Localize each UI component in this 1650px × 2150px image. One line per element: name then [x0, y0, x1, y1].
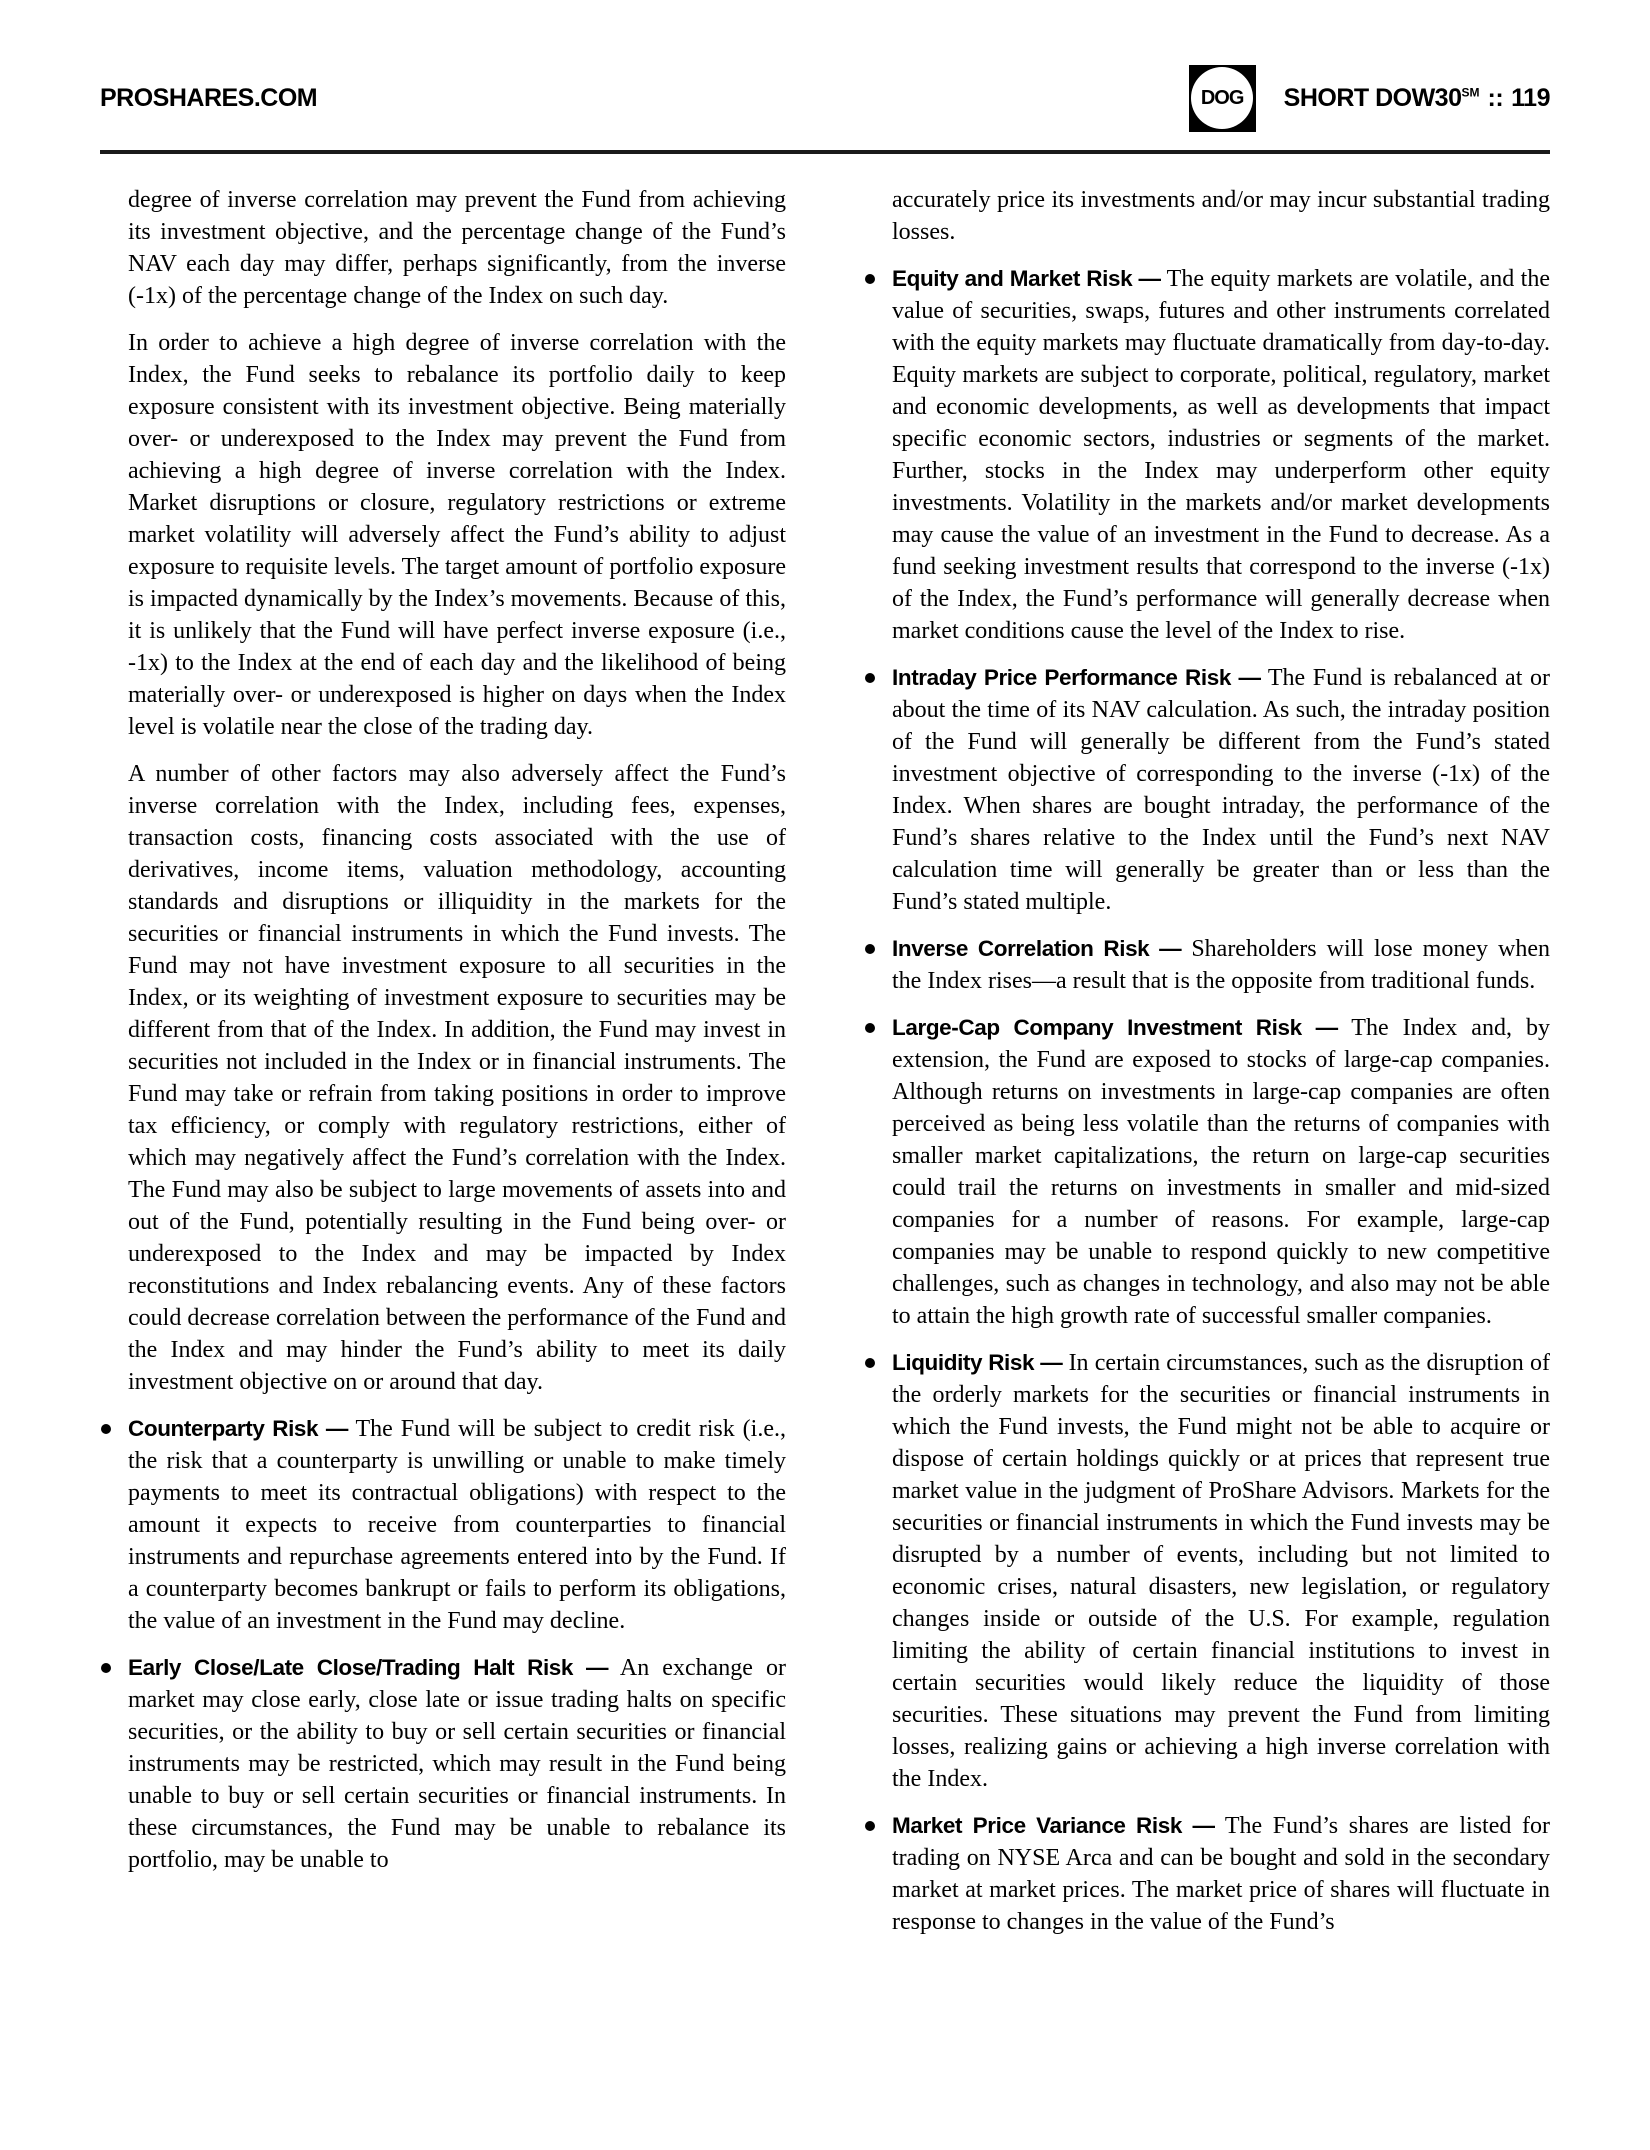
ticker-badge — [1189, 65, 1256, 132]
body-paragraph: accurately price its investments and/or may incur substantial trading losses. — [892, 187, 1550, 245]
body-paragraph: In order to achieve a high degree of inverse correlation with the Index, the Fund seeks to rebalance its portfolio daily to keep exposure consistent with its investment objective. Being materially over- or underexposed to the Index may prevent the Fund from achieving a high degree of inverse correlation with the Index. Market disruptions or closure, regulatory restrictions or extreme market volatility will adversely affect the Fund’s ability to adjust exposure to requisite levels. The target amount of portfolio exposure is impacted dynamically by the Index’s movements. Because of this, it is unlikely that the Fund will have perfect inverse exposure (i.e., -1x) to the Index at the end of each day and the likelihood of being materially over- or underexposed is higher on days when the Index level is volatile near the close of the trading day. — [128, 330, 786, 740]
risk-bullet-large-cap — [892, 1012, 1550, 1332]
risk-bullet-intraday-price — [892, 662, 1550, 918]
risk-text: The Index and, by extension, the Fund are exposed to stocks of large-cap companies. Although returns on investments in large-cap companies are often perceived as being less volatile than the returns of companies with smaller market capitalizations, the return on large-cap securities could trail the returns on investments in smaller and mid-sized companies for a number of reasons. For example, large-cap companies may be unable to respond quickly to new competitive challenges, such as changes in technology, and also may not be able to attain the high growth rate of successful smaller companies. — [892, 1015, 1550, 1329]
risk-bullet-body — [128, 1413, 786, 1637]
right-column — [864, 184, 1550, 1953]
risk-term: Large-Cap Company Investment Risk — — [892, 1015, 1338, 1040]
left-column — [100, 184, 786, 1953]
fund-name: SHORT DOW30 — [1283, 83, 1462, 112]
risk-bullet-body — [892, 1347, 1550, 1795]
risk-bullet-body — [892, 933, 1550, 997]
risk-text: The Fund’s shares are listed for trading on NYSE Arca and can be bought and sold in the secondary market at market prices. The market price of shares will fluctuate in response to changes in the value of the Fund’s — [892, 1813, 1550, 1935]
risk-term: Equity and Market Risk — — [892, 266, 1161, 291]
bullet-icon — [865, 1821, 875, 1831]
risk-bullet-body — [892, 662, 1550, 918]
risk-bullet-market-price-variance — [892, 1810, 1550, 1938]
ticker-circle — [1191, 67, 1253, 129]
bullet-icon — [101, 1663, 111, 1673]
risk-bullet-counterparty — [128, 1413, 786, 1637]
bullet-icon — [865, 1358, 875, 1368]
risk-term: Market Price Variance Risk — — [892, 1813, 1215, 1838]
risk-text: An exchange or market may close early, close late or issue trading halts on specific securities, or the ability to buy or sell certain securities or financial instruments may be restricted, which may result in the Fund being unable to buy or sell certain securities or financial instruments. In these circumstances, the Fund may be unable to rebalance its portfolio, may be unable to — [128, 1655, 787, 1873]
ticker-label: DOG — [1200, 86, 1244, 109]
site-url: PROSHARES.COM — [100, 83, 318, 112]
risk-bullet-liquidity — [892, 1347, 1550, 1795]
risk-bullet-early-close — [128, 1652, 786, 1876]
page-number: 119 — [1511, 83, 1550, 112]
risk-bullet-equity-market — [892, 263, 1550, 647]
bullet-icon — [865, 944, 875, 954]
risk-bullet-body — [892, 1012, 1550, 1332]
bullet-icon — [865, 1023, 875, 1033]
fund-name-servicemark: SM — [1461, 85, 1480, 100]
body-paragraph: degree of inverse correlation may prevent the Fund from achieving its investment objective, and the percentage change of the Fund’s NAV each day may differ, perhaps significantly, from the inverse (-1x) of the percentage change of the Index on such day. — [128, 187, 786, 309]
risk-bullet-body — [892, 263, 1550, 647]
risk-text: The Fund is rebalanced at or about the time of its NAV calculation. As such, the intraday position of the Fund will generally be different from the Fund’s stated investment objective of corresponding to the inverse (-1x) of the Index. When shares are bought intraday, the performance of the Fund’s shares relative to the Index until the Fund’s next NAV calculation time will generally be greater than or less than the Fund’s stated multiple. — [892, 665, 1551, 915]
risk-text: In certain circumstances, such as the disruption of the orderly markets for the securities or financial instruments in which the Fund invests, the Fund might not be able to acquire or dispose of certain holdings quickly or at prices that represent true market value in the judgment of ProShare Advisors. Markets for the securities or financial instruments in which the Fund invests may be disrupted by a number of events, including but not limited to economic crises, natural disasters, new legislation, or regulatory changes inside or outside of the U.S. For example, regulation limiting the ability of certain financial institutions to invest in certain securities would likely reduce the liquidity of those securities. These situations may prevent the Fund from limiting losses, realizing gains or achieving a high inverse correlation with the Index. — [892, 1350, 1550, 1792]
risk-term: Counterparty Risk — — [128, 1416, 349, 1441]
risk-term: Liquidity Risk — — [892, 1350, 1063, 1375]
risk-bullet-body — [892, 1810, 1550, 1938]
risk-bullet-body — [128, 1652, 786, 1876]
header-right-group — [1189, 65, 1550, 132]
risk-term: Intraday Price Performance Risk — — [892, 665, 1261, 690]
risk-text: Shareholders will lose money when the Index rises—a result that is the opposite from traditional funds. — [892, 936, 1551, 994]
risk-term: Inverse Correlation Risk — — [892, 936, 1182, 961]
risk-bullet-inverse-correlation — [892, 933, 1550, 997]
page-header — [0, 0, 1650, 138]
body-paragraph: A number of other factors may also adversely affect the Fund’s inverse correlation with the Index, including fees, expenses, transaction costs, financing costs associated with the use of derivatives, income items, valuation methodology, accounting standards and disruptions or illiquidity in the markets for the securities or financial instruments in which the Fund invests. The Fund may not have investment exposure to all securities in the Index, or its weighting of investment exposure to securities may be different from that of the Index. In addition, the Fund may invest in securities not included in the Index or in financial instruments. The Fund may take or refrain from taking positions in order to improve tax efficiency, or comply with regulatory restrictions, either of which may negatively affect the Fund’s correlation with the Index. The Fund may also be subject to large movements of assets into and out of the Fund, potentially resulting in the Fund being over- or underexposed to the Index and may be impacted by Index reconstitutions and Index rebalancing events. Any of these factors could decrease correlation between the performance of the Fund and the Index and may hinder the Fund’s ability to meet its daily investment objective on or around that day. — [128, 761, 786, 1395]
risk-text: The Fund will be subject to credit risk (i.e., the risk that a counterparty is unwilling or unable to make timely payments to meet its contractual obligations) with respect to the amount it expects to receive from counterparties to financial instruments and repurchase agreements entered into by the Fund. If a counterparty becomes bankrupt or fails to perform its obligations, the value of an investment in the Fund may decline. — [128, 1416, 786, 1634]
fund-title — [1284, 84, 1550, 113]
title-separator: :: — [1487, 83, 1504, 112]
content-columns — [0, 154, 1650, 1953]
risk-term: Early Close/Late Close/Trading Halt Risk — — [128, 1655, 609, 1680]
bullet-icon — [865, 274, 875, 284]
bullet-icon — [865, 673, 875, 683]
risk-text: The equity markets are volatile, and the value of securities, swaps, futures and other instruments correlated with the equity markets may fluctuate dramatically from day-to-day. Equity markets are subject to corporate, political, regulatory, market and economic developments, as well as developments that impact specific economic sectors, industries or segments of the market. Further, stocks in the Index may underperform other equity investments. Volatility in the markets and/or market developments may cause the value of an investment in the Fund to decrease. As a fund seeking investment results that correspond to the inverse (-1x) of the Index, the Fund’s performance will generally decrease when market conditions cause the level of the Index to rise. — [892, 266, 1550, 644]
bullet-icon — [101, 1424, 111, 1434]
